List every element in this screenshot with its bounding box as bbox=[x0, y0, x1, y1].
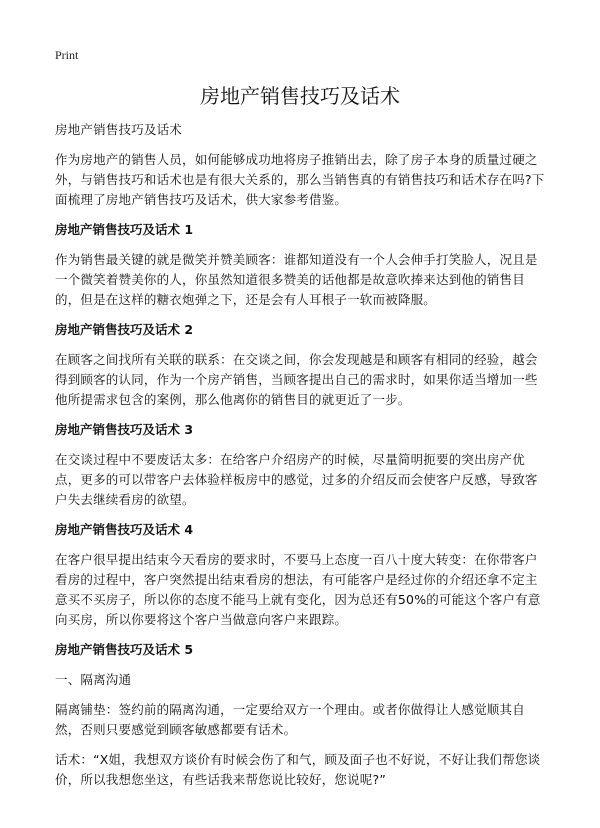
isolation-paragraph: 隔离铺垫：签约前的隔离沟通，一定要给双方一个理由。或者你做得让人感觉顺其自然，否则只要感觉到顾客敏感都要有话术。 bbox=[55, 702, 525, 737]
section-body-2: 在顾客之间找所有关联的联系：在交谈之间，你会发现越是和顾客有相同的经验，越会得到顾客的认同，作为一个房产销售，当顾客提出自己的需求时，如果你适当增加一些他所提需求包含的案例，那么他离你的销售目的就更近了一步。 bbox=[55, 352, 538, 407]
intro-paragraph: 作为房地产的销售人员，如何能够成功地将房子推销出去，除了房子本身的质量过硬之外，与销售技巧和话术也是有很大关系的，那么当销售真的有销售技巧和话术存在吗?下面梳理了房地产销售技巧及话术，供大家参考借鉴。 bbox=[55, 152, 545, 207]
section-body-3: 在交谈过程中不要废话太多：在给客户介绍房产的时候，尽量简明扼要的突出房产优点，更多的可以带客户去体验样板房中的感觉，过多的介绍反而会使客户反感，导致客户失去继续看房的欲望。 bbox=[55, 452, 538, 507]
section-body-1: 作为销售最关键的就是微笑并赞美顾客：谁都知道没有一个人会伸手打笑脸人，况且是一个微笑着赞美你的人，你虽然知道很多赞美的话他都是故意吹捧来达到他的销售目的，但是在这样的糖衣炮弹之下，还是会有人耳根子一软而被降服。 bbox=[55, 252, 538, 307]
print-link[interactable]: Print bbox=[55, 48, 79, 62]
section-heading-1: 房地产销售技巧及话术 1 bbox=[55, 222, 194, 237]
page-title: 房地产销售技巧及话术 bbox=[200, 84, 400, 108]
section-heading-2: 房地产销售技巧及话术 2 bbox=[55, 322, 194, 337]
section-body-5: 一、隔离沟通 bbox=[55, 672, 132, 687]
section-heading-4: 房地产销售技巧及话术 4 bbox=[55, 522, 194, 537]
section-heading-3: 房地产销售技巧及话术 3 bbox=[55, 422, 194, 437]
article-subtitle: 房地产销售技巧及话术 bbox=[55, 122, 183, 137]
article-body bbox=[55, 120, 550, 800]
script-paragraph: 话术：“X姐，我想双方谈价有时候会伤了和气，顾及面子也不好说，不好让我们帮您谈价，所以我想您坐这，有些话我来帮您说比较好，您说呢?” bbox=[55, 752, 541, 787]
section-heading-5: 房地产销售技巧及话术 5 bbox=[55, 642, 194, 657]
section-body-4: 在客户很早提出结束今天看房的要求时，不要马上态度一百八十度大转变：在你带客户看房的过程中，客户突然提出结束看房的想法，有可能客户是经过你的介绍还拿不定主意买不买房子，所以你的态度不能马上就有变化，因为总还有50%的可能这个客户有意向买房，所以你要将这个客户当做意向客户来跟踪。 bbox=[55, 552, 541, 627]
